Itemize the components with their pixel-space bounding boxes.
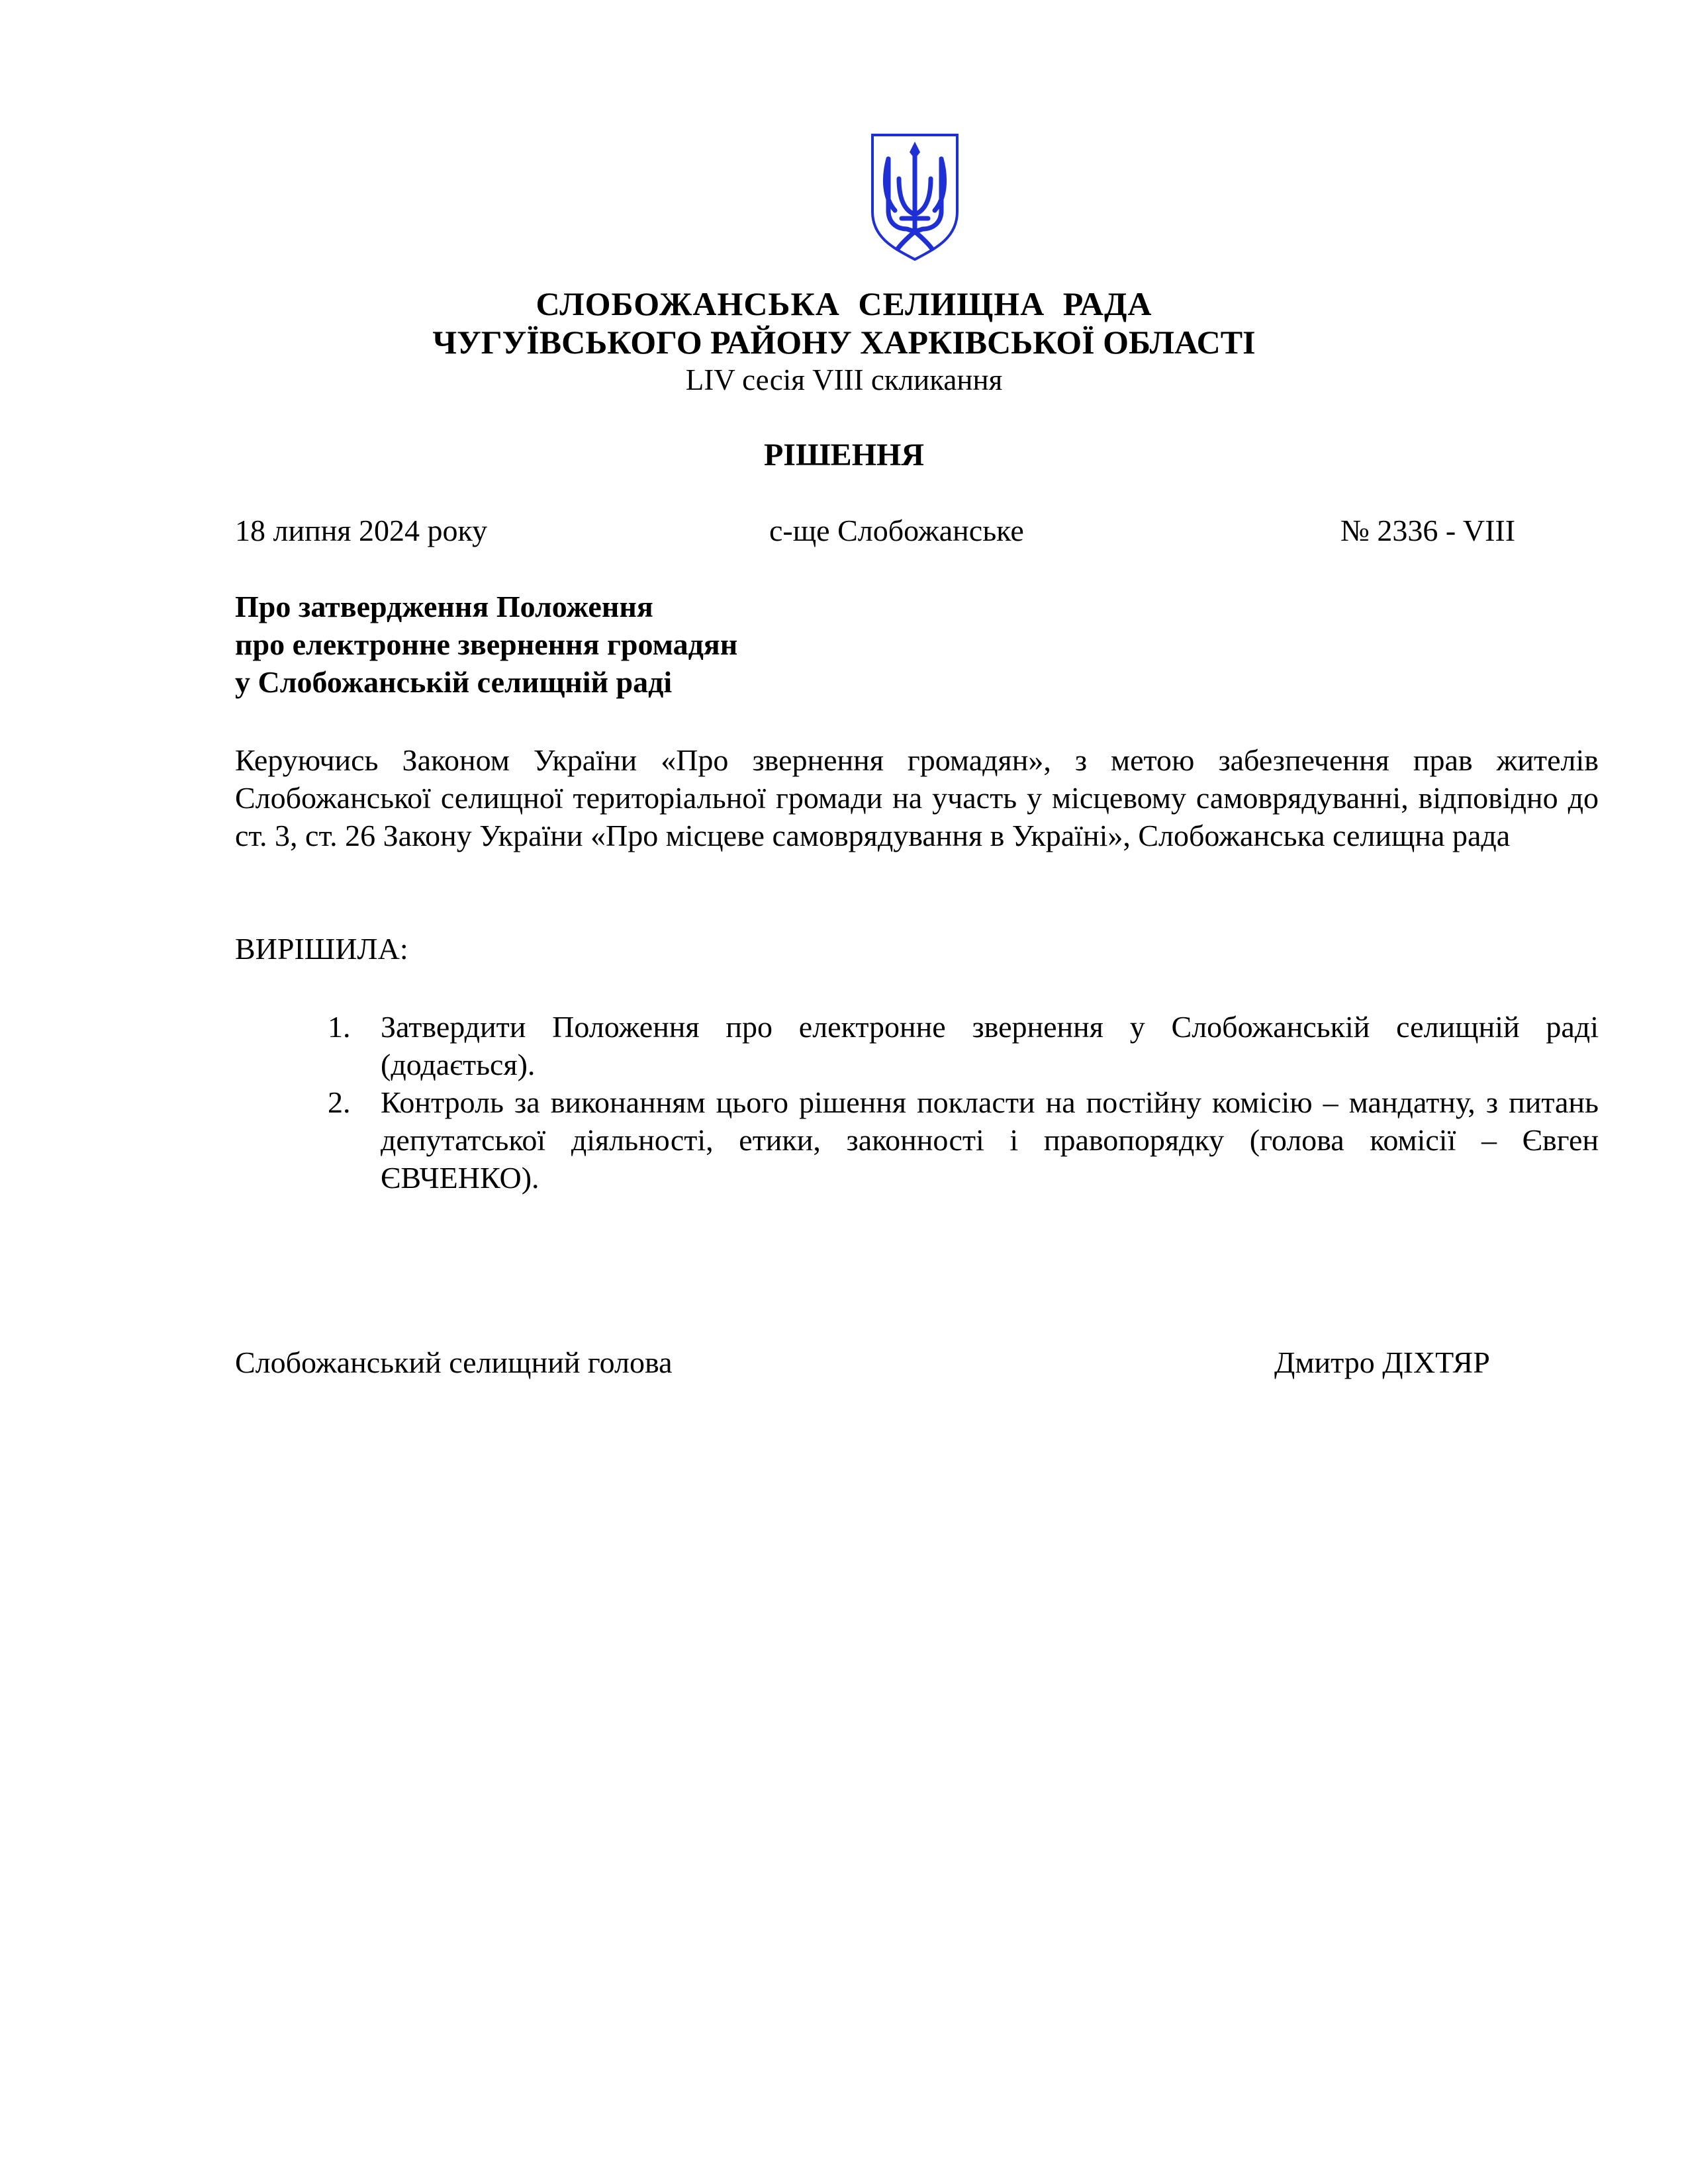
preamble-paragraph: Керуючись Законом України «Про звернення громадян», з метою забезпечення прав жителів Слобожанської селищної територіальної громади на участь у місцевому самоврядуванні, відповідно до ст. 3, ст. 26 Закону України «Про місцеве самоврядування в Україні», Слобожанська селищна рада xyxy=(235,743,1599,852)
organization-region: ЧУГУЇВСЬКОГО РАЙОНУ ХАРКІВСЬКОЇ ОБЛАСТІ xyxy=(432,324,1256,361)
document-type: РІШЕННЯ xyxy=(763,437,925,473)
decision-subject xyxy=(235,588,737,701)
coat-of-arms-icon xyxy=(868,132,961,262)
subject-line: у Слобожанській селищній раді xyxy=(235,665,673,699)
decision-items-list xyxy=(235,1008,1599,1197)
list-item xyxy=(235,1083,1599,1197)
list-item-text: Затвердити Положення про електронне звернення у Слобожанській селищній раді (додається). xyxy=(381,1010,1599,1081)
session-info: LIV сесія VIII скликання xyxy=(685,363,1003,396)
list-item-text: Контроль за виконанням цього рішення покласти на постійну комісію – мандатну, з питань депутатської діяльності, етики, законності і правопорядку (голова комісії – Євген ЄВЧЕНКО). xyxy=(381,1085,1599,1195)
signatory-name: Дмитро ДІХТЯР xyxy=(1274,1345,1490,1379)
list-item xyxy=(235,1008,1599,1083)
subject-line: про електронне звернення громадян xyxy=(235,627,738,661)
decision-number: № 2336 - VIII xyxy=(1340,514,1516,547)
list-item-number: 2. xyxy=(328,1085,351,1119)
organization-name: СЛОБОЖАНСЬКА СЕЛИЩНА РАДА xyxy=(536,285,1152,322)
signatory-title: Слобожанський селищний голова xyxy=(235,1345,673,1379)
decision-date: 18 липня 2024 року xyxy=(235,514,488,547)
list-item-number: 1. xyxy=(328,1010,351,1044)
decision-place: с-ще Слобожанське xyxy=(769,514,1024,547)
decided-heading: ВИРІШИЛА: xyxy=(235,932,408,966)
subject-line: Про затвердження Положення xyxy=(235,590,653,623)
